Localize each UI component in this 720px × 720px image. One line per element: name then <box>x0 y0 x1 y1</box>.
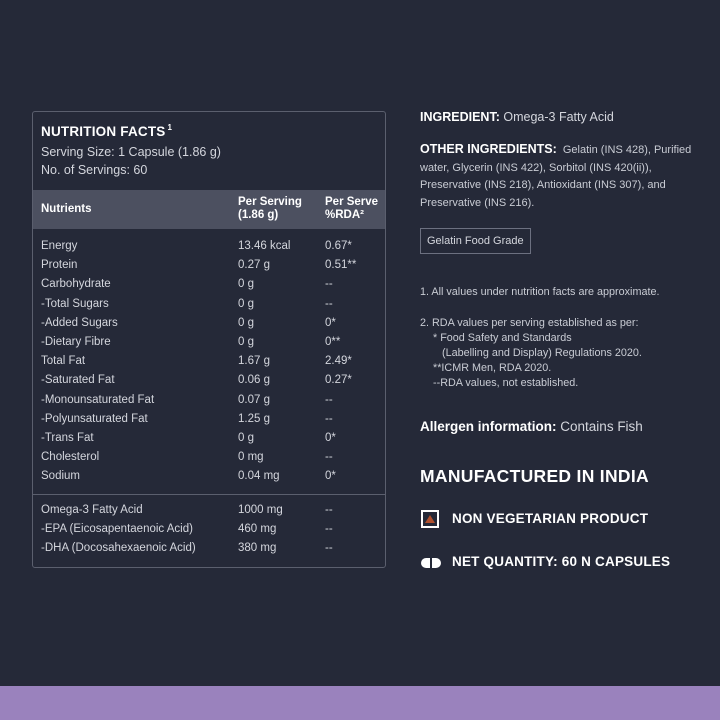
nutrient-name: -Dietary Fibre <box>41 336 111 348</box>
nutrient-rda: 0** <box>325 336 341 348</box>
net-quantity: NET QUANTITY: 60 N CAPSULES <box>452 554 671 569</box>
nutrient-rda: -- <box>325 523 333 536</box>
gelatin-grade-badge: Gelatin Food Grade <box>420 228 531 254</box>
nutrient-rda: 0.67* <box>325 240 352 252</box>
non-veg-label: NON VEGETARIAN PRODUCT <box>452 511 649 526</box>
nutrient-rda: 0* <box>325 470 336 483</box>
nutrient-name: Carbohydrate <box>41 278 111 291</box>
nutrition-facts-title: NUTRITION FACTS $^1$ <box>41 123 173 139</box>
nutrient-name: -Saturated Fat <box>41 374 115 387</box>
note-2: 2. RDA values per serving established as per: <box>420 317 639 329</box>
other-ingredients <box>420 141 692 212</box>
nutrient-name: Energy <box>41 240 78 252</box>
nutrient-value: 1000 mg <box>238 504 283 516</box>
nutrient-rda: -- <box>325 542 333 555</box>
nutrient-name: -Added Sugars <box>41 316 118 329</box>
nutrient-value: 0 g <box>238 336 254 348</box>
note-2c: **ICMR Men, RDA 2020. <box>433 362 552 374</box>
header-per-serve: Per Serve <box>325 196 379 208</box>
nutrient-rda: -- <box>325 451 333 464</box>
nutrient-value: 0 mg <box>238 451 264 464</box>
nutrient-rda: 0.51** <box>325 259 357 272</box>
nutrient-value: 0 g <box>238 297 254 310</box>
nutrient-rda: -- <box>325 297 333 310</box>
nutrient-value: 0.04 mg <box>238 470 280 483</box>
nutrient-rda: -- <box>325 504 333 516</box>
note-2d: --RDA values, not established. <box>433 377 579 389</box>
table-row <box>33 371 385 390</box>
table-row <box>33 295 385 314</box>
nutrition-facts-table <box>32 111 386 568</box>
table-row <box>33 429 385 448</box>
other-ingredients-label: OTHER INGREDIENTS: <box>420 142 557 156</box>
table-row <box>33 520 385 539</box>
nutrient-value: 0 g <box>238 432 254 444</box>
nutrient-rda: 0* <box>325 316 336 329</box>
nutrient-value: 0.07 g <box>238 393 270 406</box>
nutrient-value: 0 g <box>238 316 254 329</box>
table-row <box>33 410 385 429</box>
bottom-accent-band <box>0 686 720 720</box>
nutrient-name: Sodium <box>41 470 80 483</box>
table-row <box>33 352 385 371</box>
nutrient-value: 380 mg <box>238 542 277 555</box>
table-row <box>33 237 385 256</box>
nutrient-name: Total Fat <box>41 355 86 368</box>
nutrient-name: -Trans Fat <box>41 432 94 444</box>
nutrient-rda: 2.49* <box>325 355 352 368</box>
nutrient-value: 13.46 kcal <box>238 240 291 252</box>
table-row <box>33 501 385 520</box>
note-1: 1. All values under nutrition facts are approximate. <box>420 286 660 298</box>
nutrient-rda: -- <box>325 412 333 425</box>
nutrient-value: 0.06 g <box>238 374 270 387</box>
nutrient-name: -Total Sugars <box>41 297 109 310</box>
ingredient-value: Omega-3 Fatty Acid <box>503 110 614 124</box>
header-nutrients: Nutrients <box>41 203 92 215</box>
table-row <box>33 275 385 294</box>
nutrient-name: -DHA (Docosahexaenoic Acid) <box>41 542 196 555</box>
table-row <box>33 467 385 486</box>
nutrient-rda: 0.27* <box>325 374 352 387</box>
non-veg-symbol-icon <box>421 510 439 528</box>
table-row <box>33 314 385 333</box>
nutrient-name: -Polyunsaturated Fat <box>41 412 148 425</box>
note-2b: (Labelling and Display) Regulations 2020. <box>442 347 642 359</box>
nutrient-name: -Monounsaturated Fat <box>41 393 155 406</box>
nutrient-value: 1.25 g <box>238 412 270 425</box>
note-2a: * Food Safety and Standards <box>433 332 572 344</box>
header-rda: %RDA² <box>325 209 364 221</box>
table-divider <box>33 494 385 495</box>
table-row <box>33 256 385 275</box>
nutrient-rda: -- <box>325 393 333 406</box>
header-per-serving-amount: (1.86 g) <box>238 209 279 221</box>
header-per-serving: Per Serving <box>238 196 302 208</box>
nutrient-name: Protein <box>41 259 78 272</box>
number-of-servings: No. of Servings: 60 <box>41 163 148 177</box>
table-row <box>33 448 385 467</box>
nutrient-name: -EPA (Eicosapentaenoic Acid) <box>41 523 193 536</box>
nutrient-name: Omega-3 Fatty Acid <box>41 504 143 516</box>
capsule-icon <box>421 558 441 568</box>
nutrient-value: 460 mg <box>238 523 277 536</box>
table-row <box>33 391 385 410</box>
table-row <box>33 539 385 558</box>
nutrient-value: 0.27 g <box>238 259 270 272</box>
ingredient-line <box>420 110 614 124</box>
nutrient-value: 1.67 g <box>238 355 270 368</box>
serving-size: Serving Size: 1 Capsule (1.86 g) <box>41 145 221 159</box>
nutrient-value: 0 g <box>238 278 254 291</box>
ingredient-label: INGREDIENT: <box>420 110 500 124</box>
allergen-info <box>420 419 643 434</box>
allergen-value: Contains Fish <box>560 419 643 434</box>
allergen-label: Allergen information: <box>420 419 557 434</box>
table-header <box>33 190 385 229</box>
table-row <box>33 333 385 352</box>
other-ingredients-value: Gelatin (INS 428), Purified water, Glycerin (INS 422), Sorbitol (INS 420(ii)), Preservative (INS 218), Antioxidant (INS 307), and Preservative (INS 216). <box>420 144 692 209</box>
nutrient-rda: 0* <box>325 432 336 444</box>
nutrient-name: Cholesterol <box>41 451 100 464</box>
manufactured-in: MANUFACTURED IN INDIA <box>420 466 649 486</box>
nutrient-rda: -- <box>325 278 333 291</box>
